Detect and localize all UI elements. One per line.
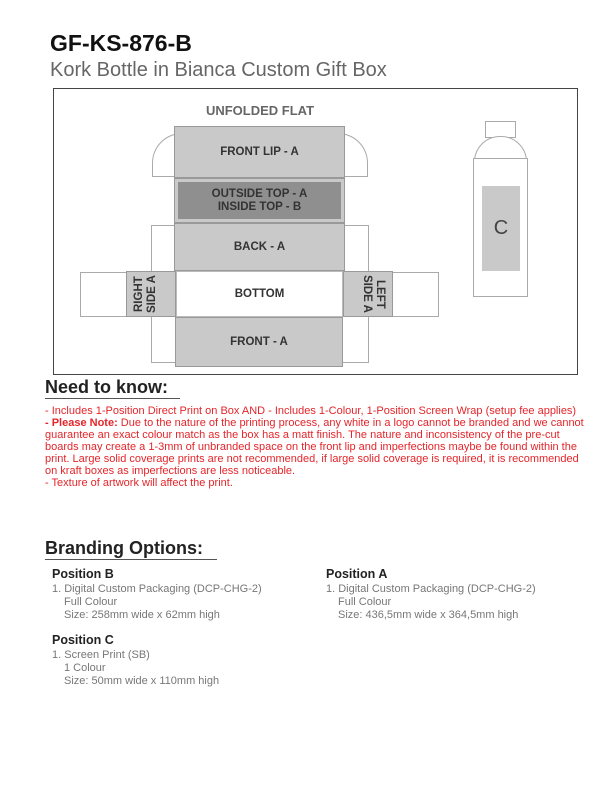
left-side-panel [343, 271, 393, 317]
position-size: Size: 258mm wide x 62mm high [64, 609, 220, 621]
need-to-know-notes [45, 405, 590, 489]
front-panel [175, 317, 343, 367]
top-panel [174, 178, 345, 223]
note-prefix: - Please Note: [45, 417, 118, 429]
front-label: FRONT - A [230, 335, 288, 348]
top-print-area [178, 182, 341, 219]
position-colour: Full Colour [338, 596, 392, 608]
position-b [52, 568, 262, 622]
outside-top-label: OUTSIDE TOP - A [211, 187, 308, 200]
front-lip-panel [174, 126, 345, 178]
bottom-panel [176, 271, 343, 317]
branding-heading: Branding Options: [45, 538, 217, 560]
position-colour: 1 Colour [64, 662, 106, 674]
note-line-3: - Texture of artwork will affect the print. [45, 477, 233, 489]
right-outer-flap [80, 272, 128, 317]
need-to-know-heading: Need to know: [45, 377, 180, 399]
position-size: Size: 436,5mm wide x 364,5mm high [338, 609, 519, 621]
note-line-1: - Includes 1-Position Direct Print on Box AND - Includes 1-Colour, 1-Position Screen Wrap (setup fee applies) [45, 405, 577, 417]
position-item: 1. Digital Custom Packaging (DCP-CHG-2) [326, 583, 536, 595]
note-line-2 [45, 417, 590, 477]
bottle-label: C [493, 217, 509, 239]
front-lip-label: FRONT LIP - A [220, 145, 299, 158]
note-text: Due to the nature of the printing process, any white in a logo cannot be branded and we cannot guarantee an exact colour match as the box has a matt finish. The nature and inconsistency of the pre-cut boards may create a 1-3mm of unbranded space on the front lip and imperfections maybe be found within the print. Large solid coverage prints are not recommended, if large solid coverage is required, it is recommended on kraft boxes as imperfections are less noticeable. [45, 417, 584, 477]
position-title: Position C [52, 633, 114, 647]
product-code: GF-KS-876-B [50, 30, 192, 56]
right-side-panel [126, 271, 176, 317]
back-label: BACK - A [233, 240, 286, 253]
position-item: 1. Digital Custom Packaging (DCP-CHG-2) [52, 583, 262, 595]
left-outer-flap [392, 272, 439, 317]
left-side-label: LEFT SIDE A [361, 275, 386, 313]
position-colour: Full Colour [64, 596, 118, 608]
position-title: Position A [326, 567, 388, 581]
position-c [52, 634, 219, 688]
position-a [326, 568, 536, 622]
position-title: Position B [52, 567, 114, 581]
diagram-heading: UNFOLDED FLAT [205, 103, 315, 118]
product-title: Kork Bottle in Bianca Custom Gift Box [50, 59, 387, 81]
position-item: 1. Screen Print (SB) [52, 649, 150, 661]
back-panel [174, 223, 345, 271]
bottom-label: BOTTOM [234, 287, 285, 300]
right-side-label: RIGHT SIDE A [133, 275, 158, 313]
inside-top-label: INSIDE TOP - B [217, 200, 302, 213]
bottle-print-area [482, 186, 520, 271]
position-size: Size: 50mm wide x 110mm high [64, 675, 220, 687]
